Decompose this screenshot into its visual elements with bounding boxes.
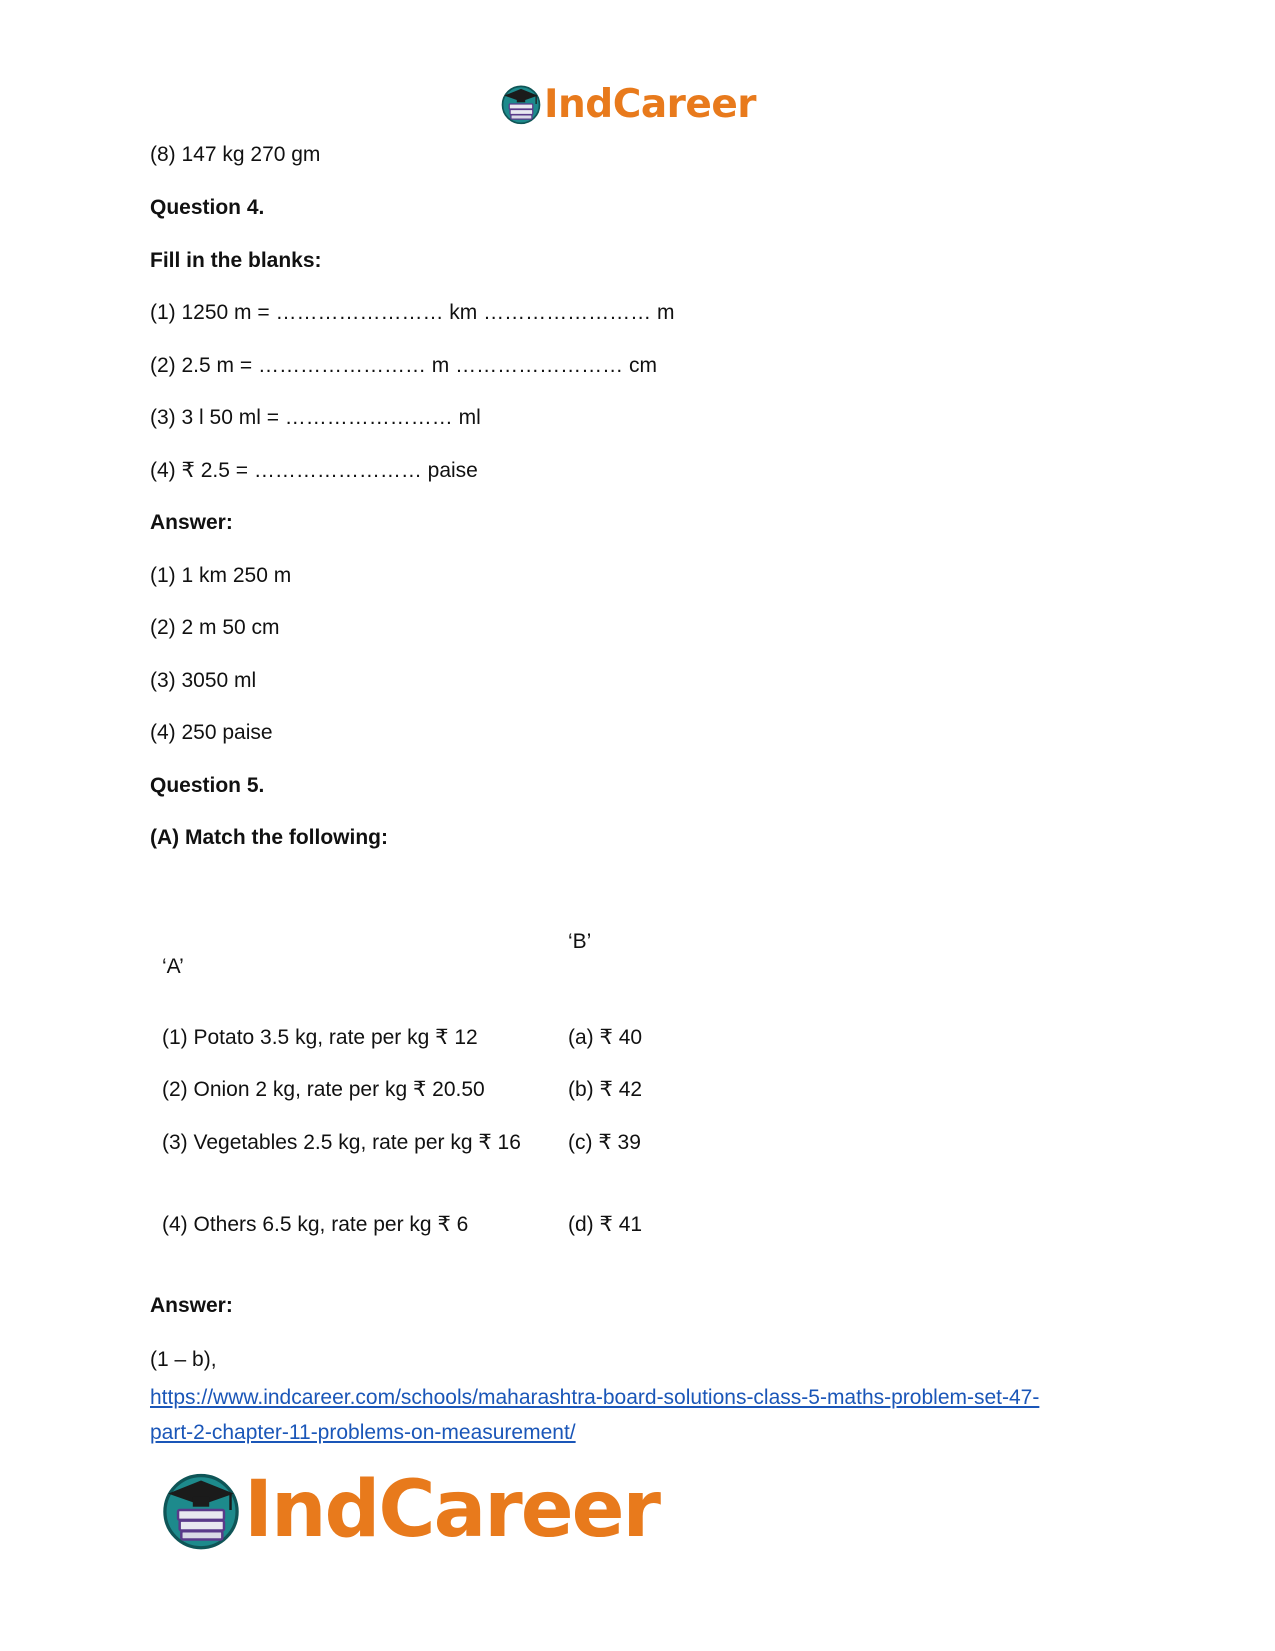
match-table-header-a: ‘A’ bbox=[162, 955, 184, 978]
match-table-header-b: ‘B’ bbox=[568, 930, 592, 953]
match-table-cell-a: (3) Vegetables 2.5 kg, rate per kg ₹ 16 bbox=[162, 1131, 521, 1154]
graduation-cap-books-globe-icon bbox=[160, 1469, 242, 1551]
match-table-cell-a: (1) Potato 3.5 kg, rate per kg ₹ 12 bbox=[162, 1026, 478, 1049]
header-logo bbox=[500, 80, 756, 128]
match-table-cell-b: (c) ₹ 39 bbox=[568, 1131, 641, 1154]
match-table-cell-b: (a) ₹ 40 bbox=[568, 1026, 643, 1049]
question-5-answer-label: Answer: bbox=[150, 1294, 233, 1317]
question-4-instruction: Fill in the blanks: bbox=[150, 249, 322, 272]
match-table-cell-b: (d) ₹ 41 bbox=[568, 1213, 643, 1236]
source-link[interactable]: https://www.indcareer.com/schools/maharashtra-board-solutions-class-5-maths-problem-set-47- bbox=[150, 1386, 1040, 1409]
footer-logo bbox=[160, 1465, 659, 1555]
question-4-item: (1) 1250 m = …………………… km …………………… m bbox=[150, 301, 675, 324]
question-4-answer: (2) 2 m 50 cm bbox=[150, 616, 280, 639]
question-5-title: Question 5. bbox=[150, 774, 265, 797]
question-4-answer: (4) 250 paise bbox=[150, 721, 273, 744]
question-4-title: Question 4. bbox=[150, 196, 265, 219]
question-4-answer-label: Answer: bbox=[150, 511, 233, 534]
footer-logo-text: IndCareer bbox=[244, 1465, 659, 1555]
question-4-item: (3) 3 l 50 ml = …………………… ml bbox=[150, 406, 481, 429]
question-4-answer: (1) 1 km 250 m bbox=[150, 564, 292, 587]
match-table-cell-b: (b) ₹ 42 bbox=[568, 1078, 643, 1101]
previous-answer-item: (8) 147 kg 270 gm bbox=[150, 143, 321, 166]
question-4-item: (2) 2.5 m = …………………… m …………………… cm bbox=[150, 354, 657, 377]
graduation-cap-books-globe-icon bbox=[500, 83, 542, 125]
match-table-cell-a: (4) Others 6.5 kg, rate per kg ₹ 6 bbox=[162, 1213, 469, 1236]
question-5-answer: (1 – b), bbox=[150, 1348, 217, 1371]
question-5-instruction: (A) Match the following: bbox=[150, 826, 388, 849]
match-table-cell-a: (2) Onion 2 kg, rate per kg ₹ 20.50 bbox=[162, 1078, 485, 1101]
question-4-answer: (3) 3050 ml bbox=[150, 669, 257, 692]
header-logo-text: IndCareer bbox=[544, 81, 756, 127]
source-link-continued[interactable]: part-2-chapter-11-problems-on-measurement/ bbox=[150, 1421, 576, 1444]
question-4-item: (4) ₹ 2.5 = …………………… paise bbox=[150, 459, 478, 482]
